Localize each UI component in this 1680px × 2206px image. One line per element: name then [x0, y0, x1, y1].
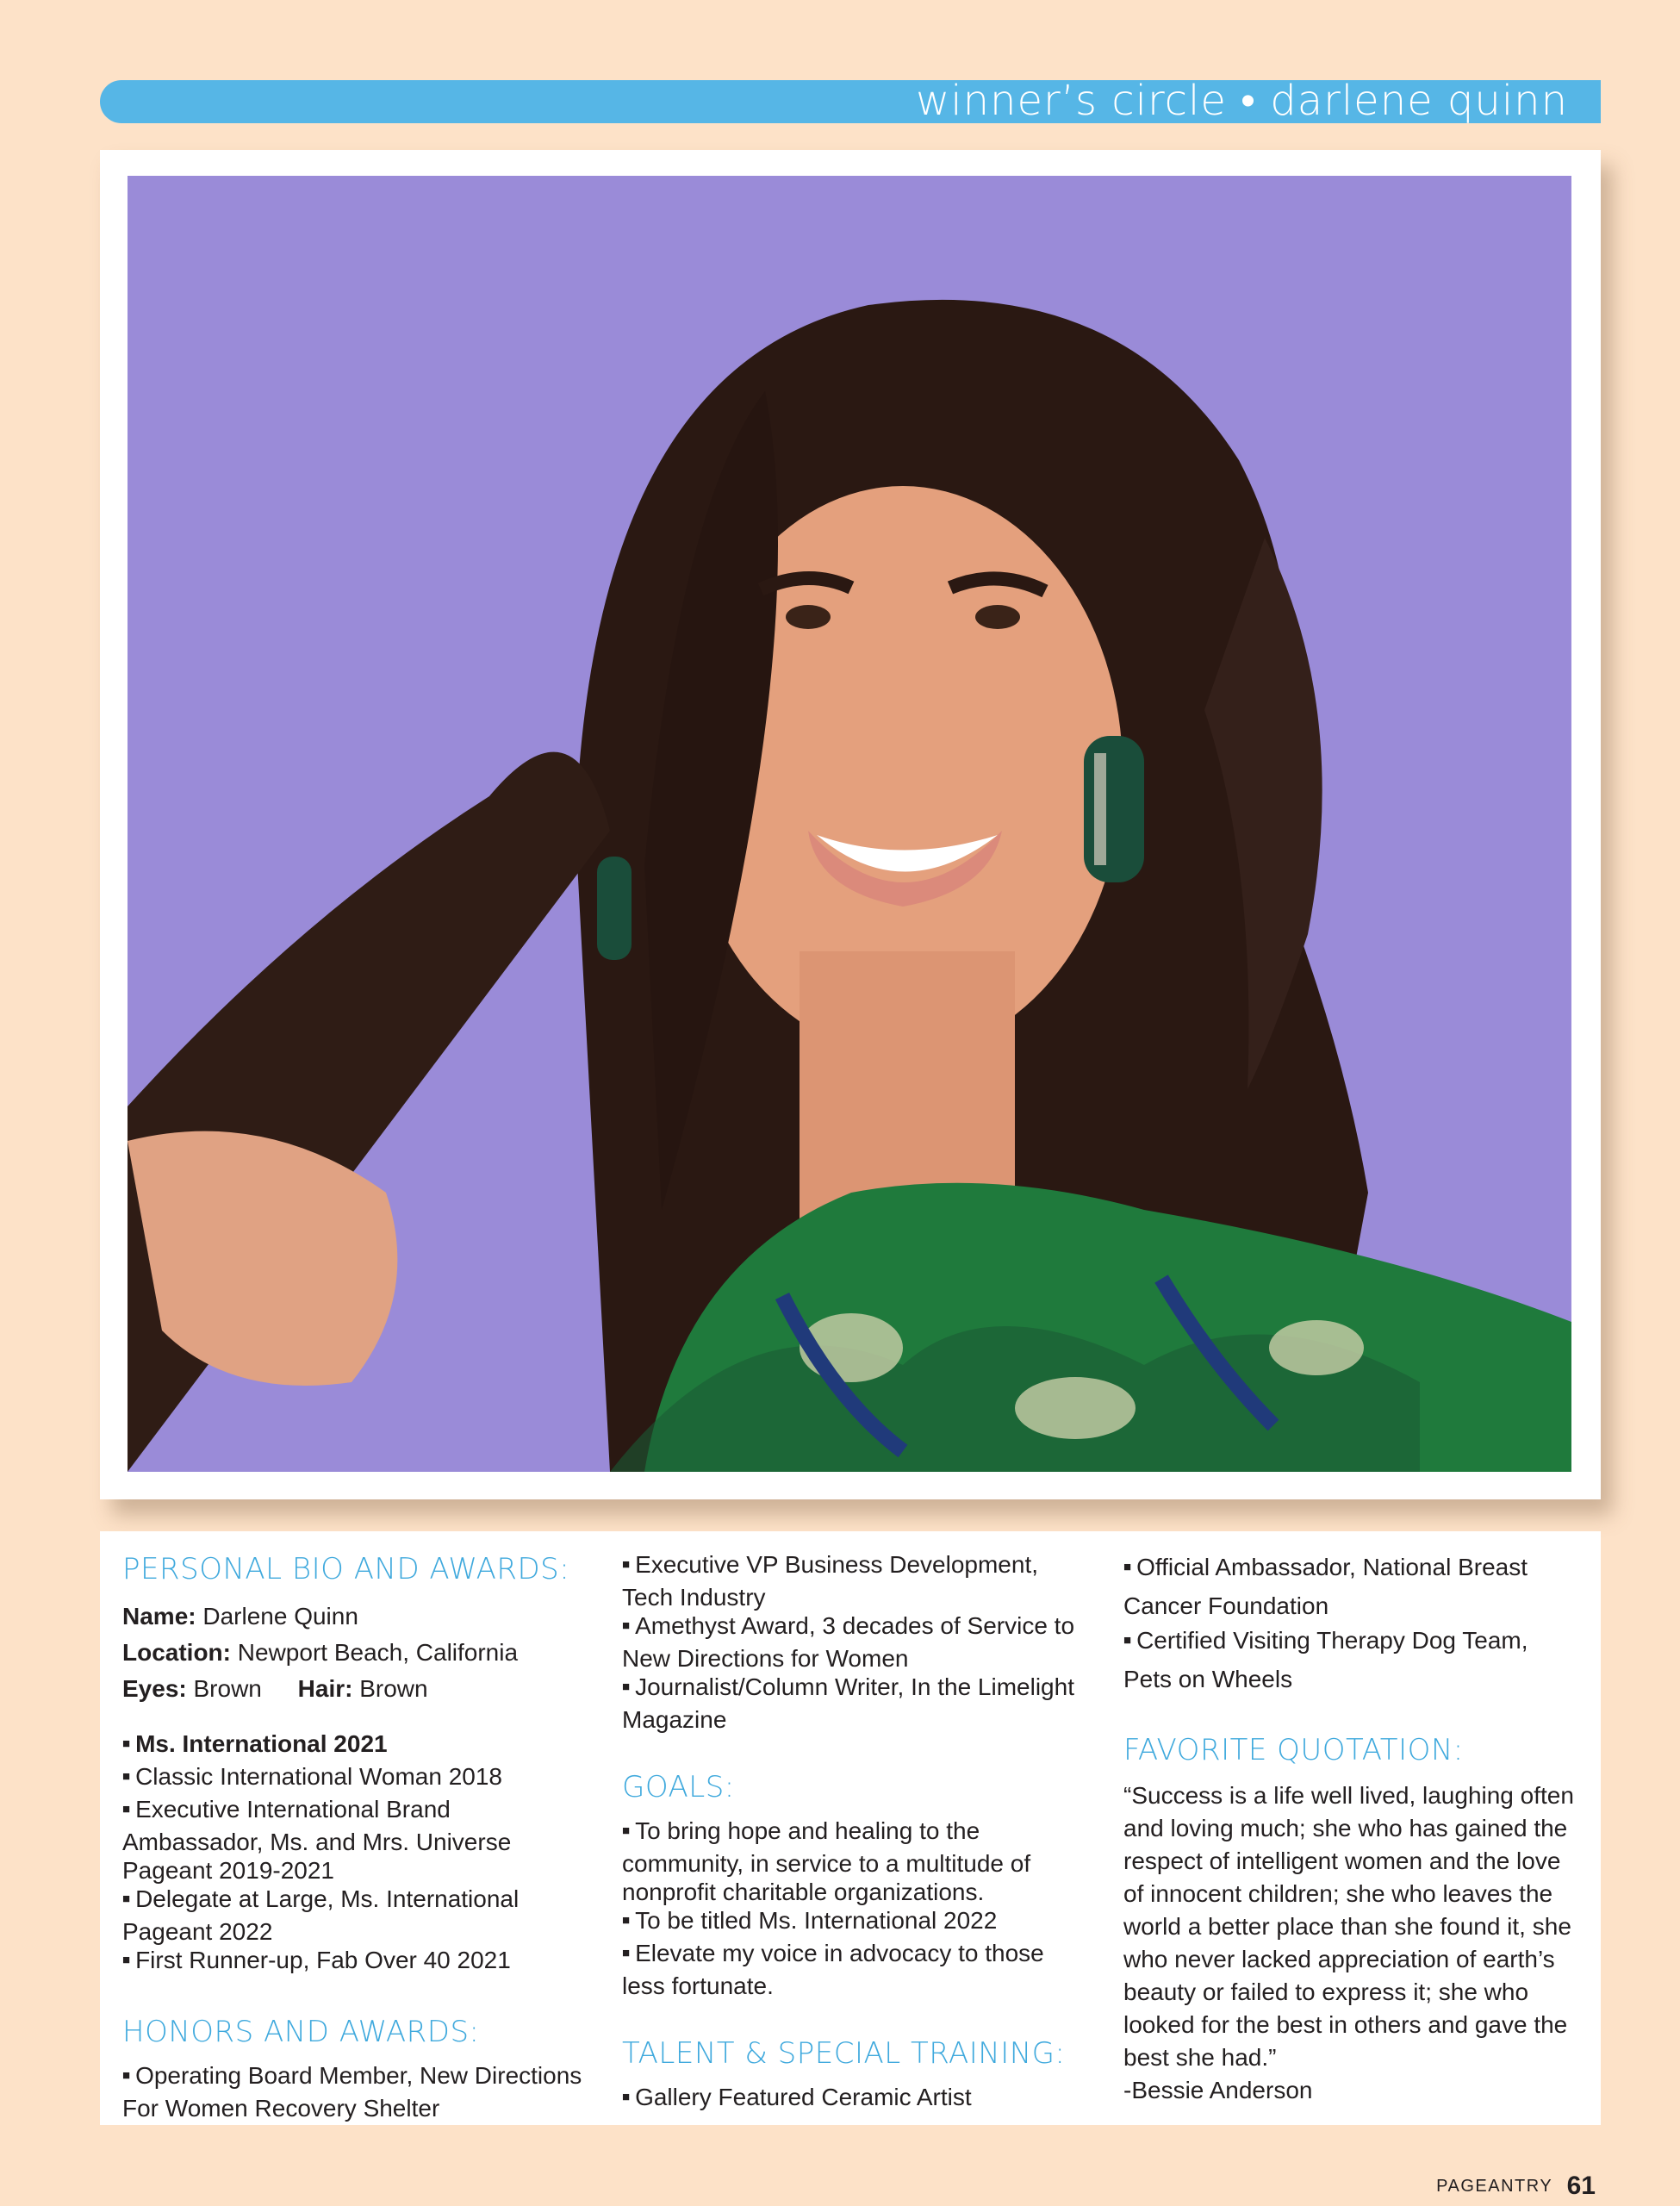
quotation-heading: FAVORITE QUOTATION:	[1123, 1733, 1464, 1767]
hair-label: Hair:	[297, 1675, 353, 1702]
goals-list	[622, 1817, 1087, 2000]
list-item: ■ Journalist/Column Writer, In the Limelight Magazine	[622, 1673, 1087, 1734]
honors-heading: HONORS AND AWARDS:	[122, 2015, 480, 2049]
name-value: Darlene Quinn	[202, 1603, 358, 1630]
name-label: Name:	[122, 1603, 196, 1630]
column-bio	[122, 1550, 588, 2122]
page-title: winner’s circle • darlene quinn	[916, 77, 1568, 125]
list-item: ■ Amethyst Award, 3 decades of Service to New Directions for Women	[622, 1611, 1087, 1673]
list-item: ■ Elevate my voice in advocacy to those less fortunate.	[622, 1939, 1087, 2000]
location-label: Location:	[122, 1639, 231, 1666]
goals-heading: GOALS:	[622, 1770, 735, 1804]
list-item: ■ Executive VP Business Development, Tech Industry	[622, 1550, 1087, 1611]
column-quotation	[1123, 1550, 1580, 2107]
column-honors-goals	[622, 1550, 1087, 2116]
list-item: ■ Classic International Woman 2018	[122, 1762, 588, 1795]
text-panel	[100, 1531, 1601, 2125]
portrait-photo	[128, 176, 1571, 1472]
eyes-value: Brown	[193, 1675, 262, 1702]
awards-list	[122, 1729, 588, 1979]
list-item: ■ Gallery Featured Ceramic Artist	[622, 2083, 1087, 2116]
magazine-name: PAGEANTRY	[1436, 2177, 1553, 2196]
page-footer	[1436, 2172, 1596, 2201]
bio-eyes-hair	[122, 1671, 588, 1707]
photo-frame	[100, 150, 1601, 1499]
list-item: ■ To be titled Ms. International 2022	[622, 1906, 1087, 1939]
bio-heading: PERSONAL BIO AND AWARDS:	[122, 1552, 570, 1586]
honors-list-start	[122, 2061, 588, 2122]
list-item: ■ First Runner-up, Fab Over 40 2021	[122, 1946, 588, 1979]
bio-name	[122, 1598, 588, 1635]
quotation-author: -Bessie Anderson	[1123, 2077, 1313, 2103]
page-number: 61	[1566, 2172, 1596, 2200]
list-item: ■ Operating Board Member, New Directions For Women Recovery Shelter	[122, 2061, 588, 2122]
more-honors-list	[1123, 1550, 1580, 1697]
eyes-label: Eyes:	[122, 1675, 187, 1702]
list-item: ■ Official Ambassador, National Breast Cancer Foundation	[1123, 1550, 1580, 1623]
list-item: ■ Executive International Brand Ambassador, Ms. and Mrs. Universe Pageant 2019-2021	[122, 1795, 588, 1885]
hair-value: Brown	[359, 1675, 428, 1702]
honors-list-continued	[622, 1550, 1087, 1734]
list-item: ■ To bring hope and healing to the community, in service to a multitude of nonprofit charitable organizations.	[622, 1817, 1087, 1906]
header-bar	[100, 77, 1601, 125]
list-item: ■ Delegate at Large, Ms. International Pageant 2022	[122, 1885, 588, 1946]
talent-list	[622, 2083, 1087, 2116]
list-item: ■ Ms. International 2021	[122, 1729, 588, 1762]
talent-heading: TALENT & SPECIAL TRAINING:	[622, 2036, 1066, 2071]
bio-location	[122, 1635, 588, 1671]
location-value: Newport Beach, California	[237, 1639, 519, 1666]
quotation-text: “Success is a life well lived, laughing often and loving much; she who has gained the respect of intelligent women and the love of innocent children; she who leaves the world a better place than she found it, she who never lacked appreciation of earth’s beauty or failed to express it; she who looked for the best in others and gave the best she had.”	[1123, 1782, 1574, 2071]
portrait-illustration	[128, 176, 1571, 1472]
list-item: ■ Certified Visiting Therapy Dog Team, Pets on Wheels	[1123, 1623, 1580, 1697]
